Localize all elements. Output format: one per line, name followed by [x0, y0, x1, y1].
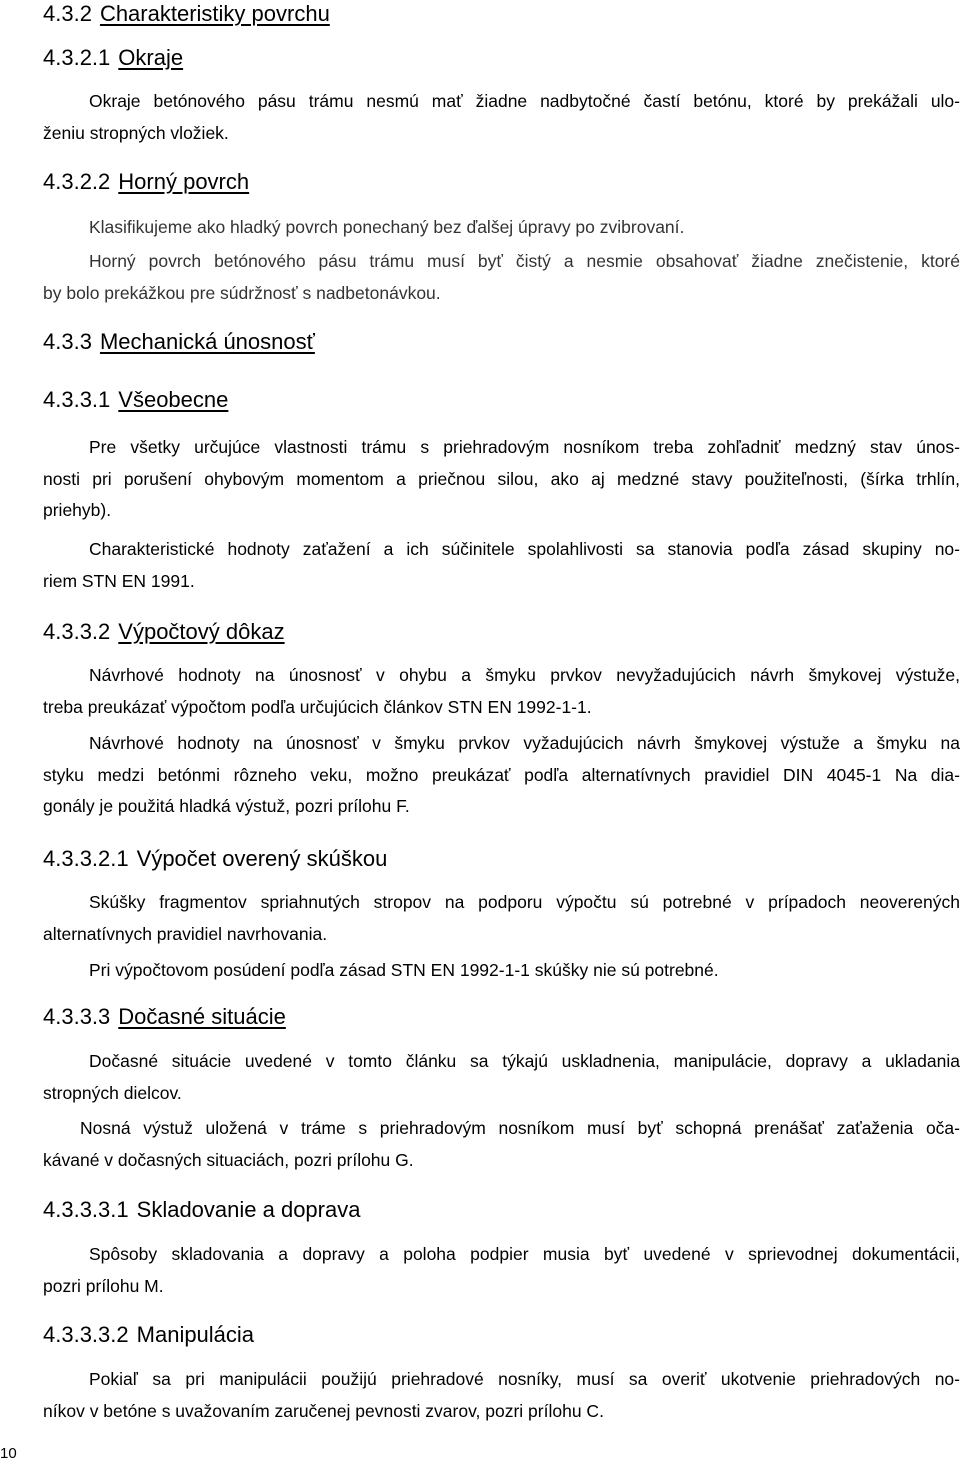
text-line: priehyb).: [43, 500, 112, 520]
heading-number: 4.3.3.2.1: [43, 846, 129, 871]
text-line: Dočasné situácie uvedené v tomto článku sa týkajú uskladnenia, manipulácie, dopravy a ukladania: [89, 1051, 960, 1071]
text-line: Pokiaľ sa pri manipulácii použijú priehradové nosníky, musí sa overiť ukotvenie priehradových no-: [89, 1369, 960, 1389]
heading-number: 4.3.3.3.2: [43, 1322, 129, 1347]
heading-4-3-3: [43, 328, 315, 356]
heading-title: Horný povrch: [118, 169, 250, 194]
text-line: Nosná výstuž uložená v tráme s priehradovým nosníkom musí byť schopná prenášať zaťaženia oča-: [80, 1118, 960, 1138]
paragraph-skuska-1: [43, 887, 960, 950]
paragraph-docasne-2: [43, 1113, 960, 1176]
heading-number: 4.3.3.2: [43, 619, 111, 644]
heading-4-3-3-2: [43, 618, 285, 646]
text-line: by bolo prekážkou pre súdržnosť s nadbetonávkou.: [43, 282, 441, 303]
paragraph-vypoctovy-2: [43, 728, 960, 823]
heading-title: Všeobecne: [118, 387, 229, 412]
text-line: alternatívnych pravidiel navrhovania.: [43, 923, 328, 944]
heading-4-3-2: [43, 0, 330, 28]
heading-number: 4.3.3.3.1: [43, 1197, 129, 1222]
heading-number: 4.3.2.1: [43, 45, 111, 70]
heading-number: 4.3.2: [43, 1, 92, 26]
text-line: nosti pri porušení ohybovým momentom a priečnou silou, ako aj medzné stavy použiteľnosti, (šírka trhlín,: [43, 468, 960, 489]
text-line: Okraje betónového pásu trámu nesmú mať žiadne nadbytočné častí betónu, ktoré by prekážali ulo-: [89, 91, 960, 111]
heading-4-3-2-2: [43, 168, 249, 196]
paragraph-skladovanie: [43, 1239, 960, 1302]
text-line: Charakteristické hodnoty zaťažení a ich súčinitele spolahlivosti sa stanovia podľa zásad skupiny no-: [89, 539, 960, 559]
text-line: níkov v betóne s uvažovaním zaručenej pevnosti zvarov, pozri prílohu C.: [43, 1400, 604, 1421]
text-line: Pri výpočtovom posúdení podľa zásad STN EN 1992-1-1 skúšky nie sú potrebné.: [89, 960, 719, 980]
text-line: Návrhové hodnoty na únosnosť v šmyku prvkov vyžadujúcich návrh šmykovej výstuže a šmyku na: [89, 733, 960, 753]
heading-number: 4.3.3.1: [43, 387, 111, 412]
heading-4-3-3-3-1: [43, 1196, 360, 1224]
paragraph-vseobecne-2: [43, 534, 960, 597]
heading-title: Dočasné situácie: [118, 1004, 286, 1029]
text-line: styku medzi betónmi rôzneho veku, možno preukázať podľa alternatívnych pravidiel DIN 4045-1 Na dia-: [43, 764, 960, 785]
text-line: Horný povrch betónového pásu trámu musí byť čistý a nesmie obsahovať žiadne znečistenie, ktoré: [89, 251, 960, 271]
text-line: riem STN EN 1991.: [43, 570, 195, 591]
paragraph-vseobecne-1: [43, 432, 960, 527]
heading-number: 4.3.3.3: [43, 1004, 111, 1029]
heading-4-3-3-3: [43, 1003, 286, 1031]
heading-4-3-3-2-1: [43, 845, 387, 873]
paragraph-manipulacia: [43, 1364, 960, 1427]
heading-title: Mechanická únosnosť: [99, 329, 315, 354]
paragraph-docasne-1: [43, 1046, 960, 1109]
text-line: treba preukázať výpočtom podľa určujúcich článkov STN EN 1992-1-1.: [43, 696, 592, 717]
text-line: Spôsoby skladovania a dopravy a poloha podpier musia byť uvedené v sprievodnej dokumentácii,: [89, 1244, 960, 1264]
text-line: pozri prílohu M.: [43, 1275, 164, 1296]
heading-title: Skladovanie a doprava: [136, 1197, 361, 1222]
paragraph-horny-2: [43, 246, 960, 309]
paragraph-okraje: [43, 86, 960, 149]
paragraph-skuska-2: [43, 955, 960, 987]
text-line: Skúšky fragmentov spriahnutých stropov na podporu výpočtu sú potrebné v prípadoch neoverených: [89, 892, 960, 912]
text-line: Návrhové hodnoty na únosnosť v ohybu a šmyku prvkov nevyžadujúcich návrh šmykovej výstuže,: [89, 665, 960, 685]
text-line: gonály je použitá hladká výstuž, pozri prílohu F.: [43, 796, 410, 816]
text-line: Klasifikujeme ako hladký povrch ponechaný bez ďalšej úpravy po zvibrovaní.: [89, 217, 685, 237]
text-line: kávané v dočasných situaciách, pozri prílohu G.: [43, 1149, 414, 1170]
text-line: Pre všetky určujúce vlastnosti trámu s priehradovým nosníkom treba zohľadniť medzný stav únos-: [89, 437, 960, 457]
page-number: 10: [0, 1445, 17, 1462]
heading-title: Manipulácia: [136, 1322, 255, 1347]
heading-title: Výpočet overený skúškou: [136, 846, 388, 871]
text-line: ženiu stropných vložiek.: [43, 122, 229, 143]
heading-number: 4.3.2.2: [43, 169, 111, 194]
heading-4-3-3-1: [43, 386, 228, 414]
paragraph-vypoctovy-1: [43, 660, 960, 723]
heading-4-3-3-3-2: [43, 1321, 254, 1349]
heading-4-3-2-1: [43, 44, 183, 72]
heading-number: 4.3.3: [43, 329, 92, 354]
text-line: stropných dielcov.: [43, 1082, 182, 1103]
heading-title: Charakteristiky povrchu: [99, 1, 330, 26]
paragraph-horny-1: [43, 212, 960, 244]
heading-title: Okraje: [118, 45, 184, 70]
heading-title: Výpočtový dôkaz: [118, 619, 285, 644]
